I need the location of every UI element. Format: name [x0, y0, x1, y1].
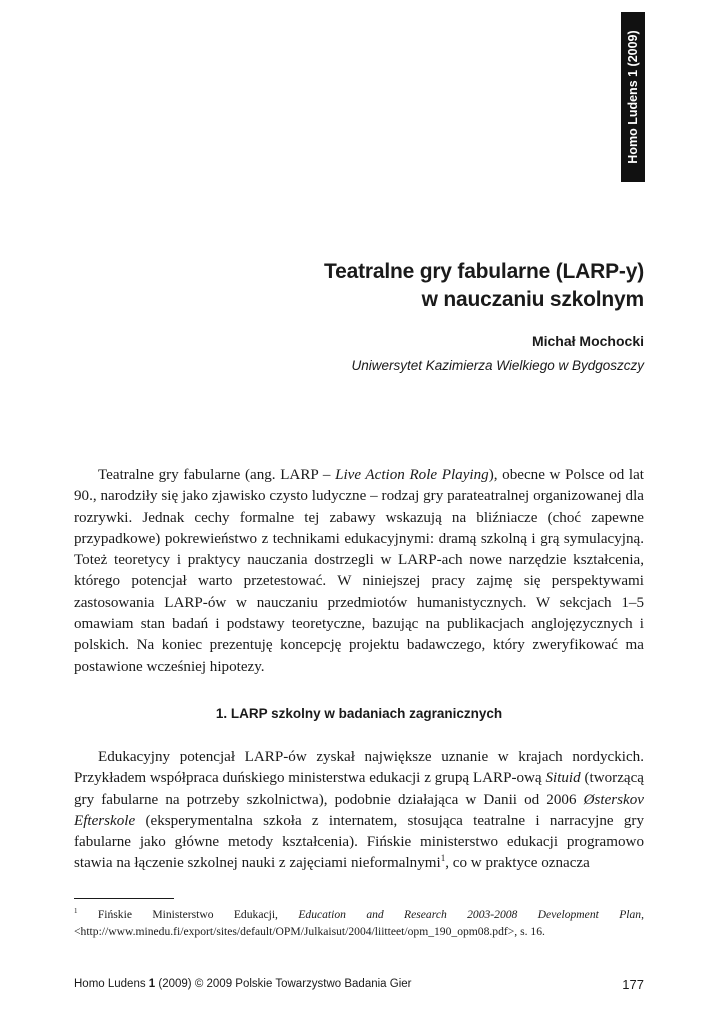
- footnote-number: 1: [74, 907, 78, 916]
- footer-citation: [74, 978, 411, 990]
- author-affiliation: Uniwersytet Kazimierza Wielkiego w Bydgoszczy: [351, 358, 644, 373]
- author-name: Michał Mochocki: [531, 333, 644, 349]
- section-paragraph: [74, 747, 644, 875]
- footnote-italic: Education and Research 2003-2008 Development Plan: [298, 908, 642, 921]
- footnote-text-2: , <http://www.minedu.fi/export/sites/default/OPM/Julkaisut/2004/liitteet/opm_190_opm08.pdf>, s. 16.: [74, 908, 644, 938]
- section-heading: 1. LARP szkolny w badaniach zagranicznych: [215, 706, 503, 721]
- section-italic-2: Østerskov Efterskole: [74, 791, 644, 829]
- footer-copyright: (2009) © 2009 Polskie Towarzystwo Badania Gier: [155, 978, 412, 990]
- footer-volume: 1: [148, 978, 156, 990]
- intro-text-1: Teatralne gry fabularne (ang. LARP –: [98, 467, 336, 483]
- page-number: 177: [622, 977, 644, 992]
- title-line-1: Teatralne gry fabularne (LARP-y): [324, 260, 644, 283]
- footnote-divider: [74, 898, 174, 899]
- footnote-text-1: Fińskie Ministerstwo Edukacji,: [77, 908, 299, 921]
- intro-paragraph: [74, 465, 644, 678]
- section-text-2: (tworzącą gry fabularne na potrzeby szkolnictwa), podobnie działająca w Danii od 2006: [74, 770, 644, 808]
- footer-journal: Homo Ludens: [74, 978, 149, 990]
- title-line-2: w nauczaniu szkolnym: [421, 288, 644, 311]
- intro-text-2: ), obecne w Polsce od lat 90., narodziły się jako zjawisko czysto ludyczne – rodzaj gry parateatralnej organizowanej dla rozrywki. Jednak cechy formalne tej zabawy wskazują na bliźniacze (choć zapewne przypadkowe) pokrewieństwo z technikami edukacyjnymi: dramą szkolną i grą symulacyjną. Toteż teoretycy i praktycy nauczania dostrzegli w LARP-ach nowe narzędzie kształcenia, którego potencjał warto przetestować. W niniejszej pracy zajmę się perspektywami zastosowania LARP-ów w nauczaniu przedmiotów humanistycznych. W sekcjach 1–5 omawiam stan badań i podstawy teoretyczne, bazując na publikacjach anglojęzycznych i polskich. Na koniec prezentuję koncepcję projektu badawczego, który zweryfikować ma postawione wcześniej hipotezy.: [74, 467, 644, 675]
- footnote-reference[interactable]: 1: [440, 853, 446, 864]
- article-title: [124, 258, 644, 314]
- footnote: [74, 906, 644, 940]
- section-text-1: Edukacyjny potencjał LARP-ów zyskał największe uznanie w krajach nordyckich. Przykładem współpraca duńskiego ministerstwa edukacji z grupą LARP-ową: [74, 749, 644, 787]
- section-text-3: (eksperymentalna szkoła z internatem, stosująca teatralne i narracyjne gry fabularne jako główne metody kształcenia). Fińskie ministerstwo edukacji programowo stawia na łączenie szkolnej nauki z zajęciami nieformalnymi: [74, 812, 644, 872]
- section-italic-1: Situid: [545, 770, 581, 787]
- intro-italic-1: Live Action Role Playing: [335, 467, 489, 483]
- journal-side-tab: [621, 12, 645, 182]
- side-tab-label: Homo Ludens 1 (2009): [626, 30, 640, 164]
- section-text-4: , co w praktyce oznacza: [445, 855, 590, 872]
